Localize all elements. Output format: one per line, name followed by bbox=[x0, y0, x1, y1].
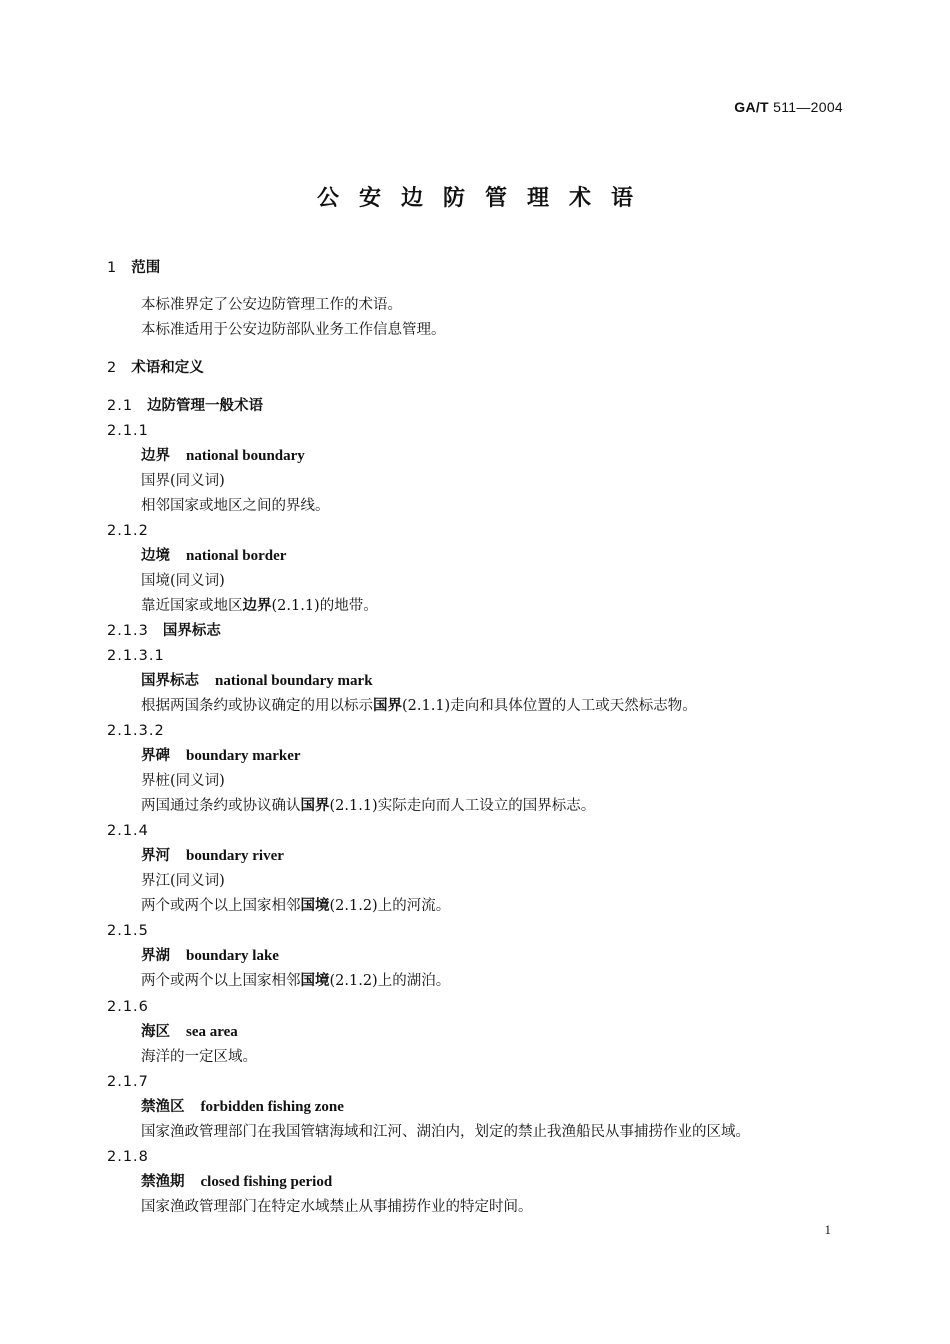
term-entry: 禁渔期 closed fishing period bbox=[141, 1174, 333, 1190]
term-number: 2.1.4 bbox=[107, 823, 149, 839]
paragraph: 本标准界定了公安边防管理工作的术语。 bbox=[141, 297, 402, 313]
document-title: 公安边防管理术语 bbox=[316, 186, 653, 211]
term-synonym: 国境(同义词) bbox=[141, 573, 225, 589]
term-definition: 国家渔政管理部门在我国管辖海域和江河、湖泊内，划定的禁止我渔船民从事捕捞作业的区域。 bbox=[141, 1124, 750, 1140]
term-number: 2.1.8 bbox=[107, 1149, 149, 1165]
term-entry: 界碑 boundary marker bbox=[141, 748, 301, 764]
term-number: 2.1.2 bbox=[107, 523, 149, 539]
section-heading: 2 术语和定义 bbox=[107, 360, 204, 376]
term-entry: 界河 boundary river bbox=[141, 848, 284, 864]
term-entry: 界湖 boundary lake bbox=[141, 948, 279, 964]
term-entry: 禁渔区 forbidden fishing zone bbox=[141, 1099, 344, 1115]
term-definition: 国家渔政管理部门在特定水域禁止从事捕捞作业的特定时间。 bbox=[141, 1199, 533, 1215]
term-number: 2.1.5 bbox=[107, 923, 149, 939]
term-number: 2.1.3.1 bbox=[107, 648, 165, 664]
standard-code-prefix: GA/T bbox=[734, 99, 769, 115]
term-definition: 两国通过条约或协议确认国界(2.1.1)实际走向而人工设立的国界标志。 bbox=[141, 798, 596, 814]
term-group-heading: 2.1.3 国界标志 bbox=[107, 623, 221, 639]
term-entry: 边界 national boundary bbox=[141, 448, 305, 464]
term-definition: 靠近国家或地区边界(2.1.1)的地带。 bbox=[141, 598, 378, 614]
term-number: 2.1.6 bbox=[107, 999, 149, 1015]
standard-code bbox=[620, 99, 843, 115]
section-heading: 1 范围 bbox=[107, 260, 161, 276]
term-definition: 海洋的一定区域。 bbox=[141, 1049, 257, 1065]
term-synonym: 国界(同义词) bbox=[141, 473, 225, 489]
term-entry: 海区 sea area bbox=[141, 1024, 238, 1040]
term-number: 2.1.3.2 bbox=[107, 723, 165, 739]
page-number: 1 bbox=[824, 1222, 831, 1237]
term-entry: 边境 national border bbox=[141, 548, 287, 564]
term-definition: 两个或两个以上国家相邻国境(2.1.2)上的河流。 bbox=[141, 898, 451, 914]
term-number: 2.1.7 bbox=[107, 1074, 149, 1090]
standard-code-number: 511—2004 bbox=[773, 99, 843, 115]
term-entry: 国界标志 national boundary mark bbox=[141, 673, 373, 689]
subsection-heading: 2.1 边防管理一般术语 bbox=[107, 398, 264, 414]
term-definition: 两个或两个以上国家相邻国境(2.1.2)上的湖泊。 bbox=[141, 973, 451, 989]
term-definition: 相邻国家或地区之间的界线。 bbox=[141, 498, 330, 514]
term-synonym: 界桩(同义词) bbox=[141, 773, 225, 789]
term-number: 2.1.1 bbox=[107, 423, 149, 439]
term-synonym: 界江(同义词) bbox=[141, 873, 225, 889]
term-definition: 根据两国条约或协议确定的用以标示国界(2.1.1)走向和具体位置的人工或天然标志物。 bbox=[141, 698, 697, 714]
paragraph: 本标准适用于公安边防部队业务工作信息管理。 bbox=[141, 322, 446, 338]
